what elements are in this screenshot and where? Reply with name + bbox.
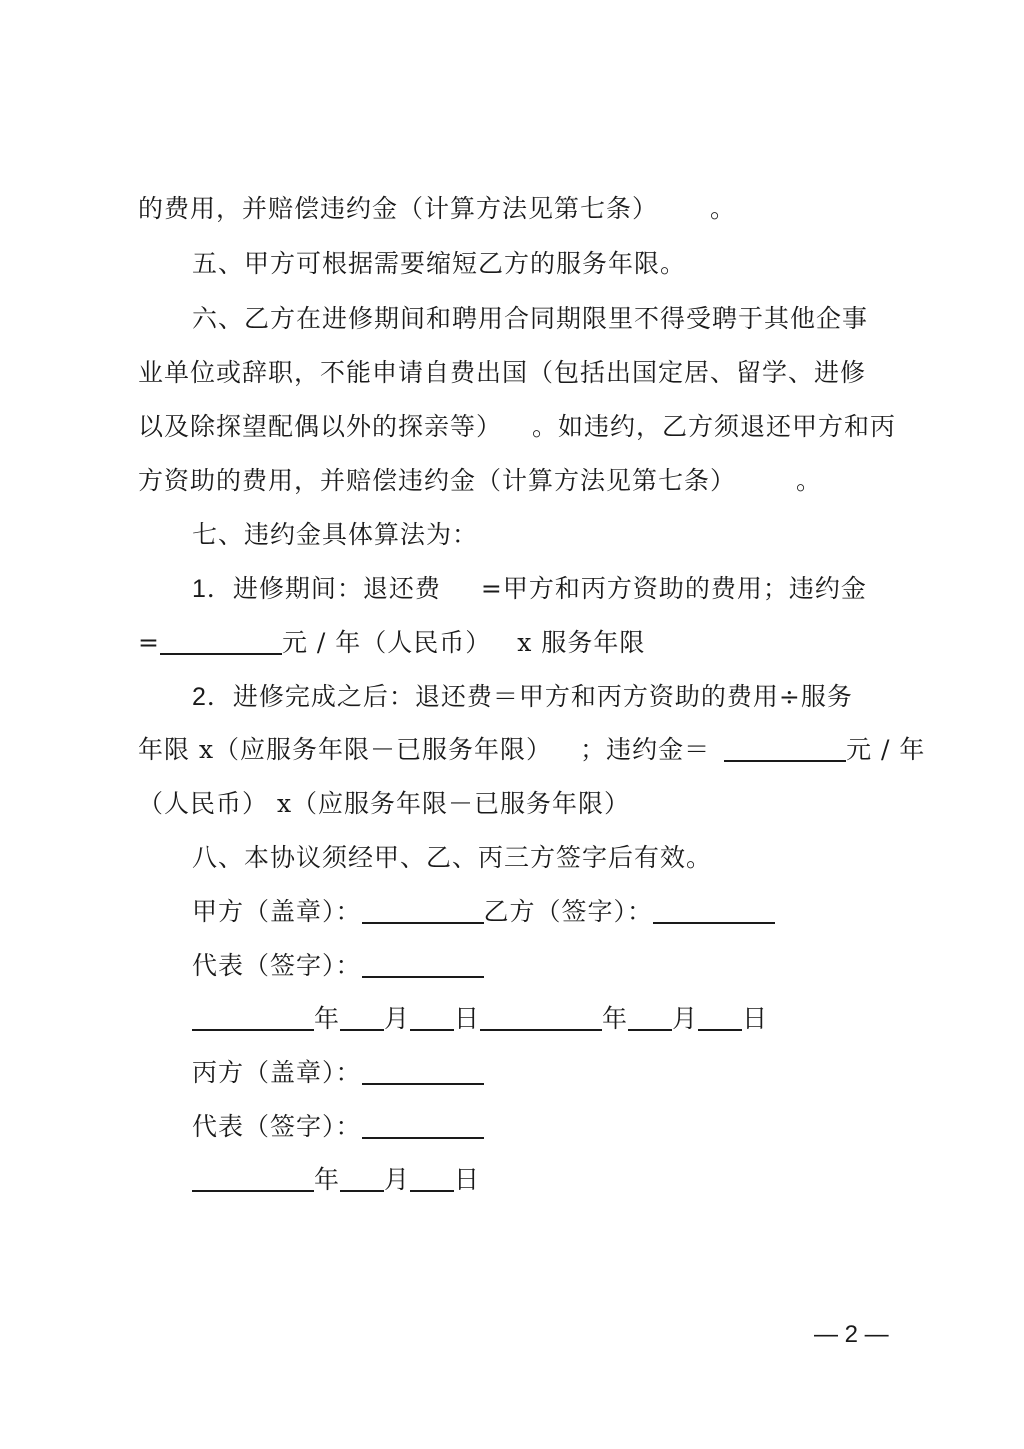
formula-2-cont: 年限 x（应服务年限－已服务年限） ；违约金＝ 元 / 年: [138, 735, 926, 764]
signature-row-ab: 甲方（盖章）： 乙方（签字）：: [192, 895, 775, 929]
blank-field[interactable]: [160, 627, 282, 655]
formula-2-cont: （人民币） x（应服务年限－已服务年限）: [138, 789, 631, 818]
clause-eight: 八、本协议须经甲、乙、丙三方签字后有效。: [192, 843, 713, 872]
signature-row-rep2: 代表（签字）：: [192, 1110, 484, 1144]
day-field[interactable]: [698, 1003, 742, 1031]
formula-1: 1．进修期间：退还费 =甲方和丙方资助的费用；违约金: [192, 574, 867, 603]
party-a-seal-field[interactable]: [362, 896, 484, 924]
rep-sign-field[interactable]: [362, 1111, 484, 1139]
formula-2: 2．进修完成之后：退还费＝甲方和丙方资助的费用÷服务: [192, 682, 853, 711]
day-field[interactable]: [410, 1164, 454, 1192]
formula-1-cont: = 元 / 年（人民币） x 服务年限: [138, 628, 646, 657]
clause-six: 六、乙方在进修期间和聘用合同期限里不得受聘于其他企事: [192, 304, 869, 333]
year-field[interactable]: [192, 1003, 314, 1031]
year-field[interactable]: [480, 1003, 602, 1031]
year-field[interactable]: [192, 1164, 314, 1192]
party-c-seal-field[interactable]: [362, 1057, 484, 1085]
signature-row-c: 丙方（盖章）：: [192, 1056, 484, 1090]
text-line: 的费用，并赔偿违约金（计算方法见第七条） 。: [138, 194, 737, 223]
clause-seven: 七、违约金具体算法为：: [192, 520, 479, 549]
rep-sign-field[interactable]: [362, 950, 484, 978]
day-field[interactable]: [410, 1003, 454, 1031]
signature-row-rep1: 代表（签字）：: [192, 949, 484, 983]
party-b-sign-field[interactable]: [653, 896, 775, 924]
text-line: 方资助的费用，并赔偿违约金（计算方法见第七条） 。: [138, 466, 823, 495]
month-field[interactable]: [628, 1003, 672, 1031]
page-number: — 2 —: [814, 1321, 889, 1348]
date-row-c: 年 月 日: [192, 1163, 480, 1197]
text-line: 以及除探望配偶以外的探亲等） 。如违约，乙方须退还甲方和丙: [138, 412, 897, 441]
blank-field[interactable]: [724, 734, 846, 762]
clause-five: 五、甲方可根据需要缩短乙方的服务年限。: [192, 249, 687, 278]
month-field[interactable]: [340, 1003, 384, 1031]
month-field[interactable]: [340, 1164, 384, 1192]
date-row-ab: 年 月 日 年 月 日: [192, 1002, 768, 1036]
text-line: 业单位或辞职，不能申请自费出国（包括出国定居、留学、进修: [138, 358, 867, 387]
